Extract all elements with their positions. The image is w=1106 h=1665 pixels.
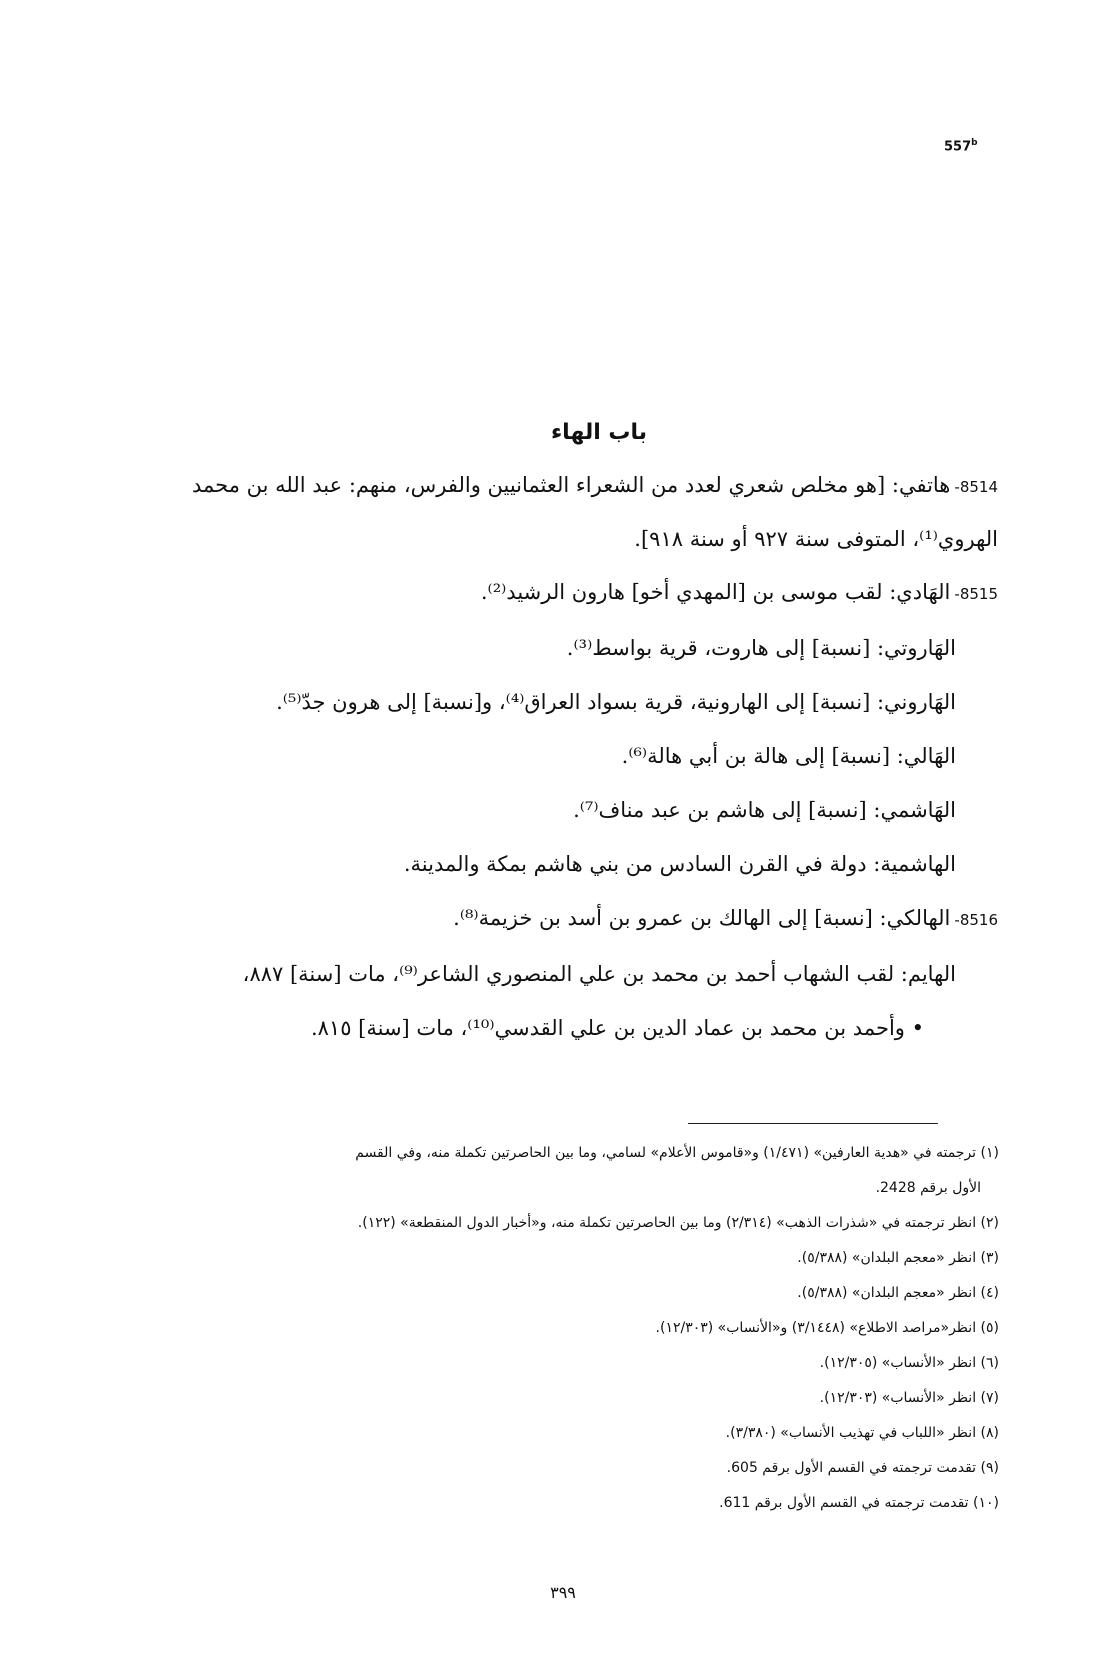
subentry: [110, 729, 998, 783]
footnotes: [115, 1136, 999, 1521]
subentry: [110, 783, 998, 837]
footnote: (٩) تقدمت ترجمته في القسم الأول برقم 605.: [726, 1460, 999, 1476]
footnote-divider: [688, 1123, 938, 1124]
entry-text: الهَاروتي: [نسبة] إلى هاروت، قرية بواسط⁽³⁾.: [566, 636, 956, 660]
entry-text: الهاشمية: دولة في القرن السادس من بني هاشم بمكة والمدينة.: [403, 852, 956, 876]
entry-text: الهَادي: لقب موسى بن [المهدي أخو] هارون الرشيد⁽²⁾.: [480, 580, 951, 604]
entry-number: 8515-: [954, 585, 998, 603]
entry-number: 8516-: [954, 911, 998, 929]
subentry: [110, 675, 998, 729]
entry-8514: [110, 459, 998, 565]
main-text: [110, 420, 998, 1055]
entry-text: الهايم: لقب الشهاب أحمد بن محمد بن علي المنصوري الشاعر⁽⁹⁾، مات [سنة] ٨٨٧،: [242, 962, 956, 986]
page-reference: [944, 138, 978, 154]
footnote: (٥) انظر«مراصد الاطلاع» (٣/١٤٤٨) و«الأنساب» (١٢/٣٠٣).: [655, 1320, 999, 1336]
footnote: (٤) انظر «معجم البلدان» (٥/٣٨٨).: [797, 1285, 999, 1301]
entry-text: الهَاشمي: [نسبة] إلى هاشم بن عبد مناف⁽⁷⁾.: [573, 798, 956, 822]
subentry-continuation: [110, 1001, 998, 1055]
entry-text: الهَاروني: [نسبة] إلى الهارونية، قرية بسواد العراق⁽⁴⁾، و[نسبة] إلى هرون جدّ⁽⁵⁾.: [276, 690, 956, 714]
page-reference-suffix: b: [971, 138, 978, 148]
subentry: [110, 621, 998, 675]
footnote: (٣) انظر «معجم البلدان» (٥/٣٨٨).: [797, 1250, 999, 1266]
entry-8516: [110, 891, 998, 947]
footnote: (٦) انظر «الأنساب» (١٢/٣٠٥).: [819, 1355, 999, 1371]
subentry: [110, 947, 998, 1001]
footnote: (١٠) تقدمت ترجمته في القسم الأول برقم 611.: [719, 1495, 999, 1511]
page-reference-number: 557: [944, 139, 972, 155]
footnote: (١) ترجمته في «هدية العارفين» (١/٤٧١) و«قاموس الأعلام» لسامي، وما بين الحاصرتين تكملة منه، وفي القسم: [355, 1145, 999, 1161]
entry-8515: [110, 565, 998, 621]
entry-text: الهَالي: [نسبة] إلى هالة بن أبي هالة⁽⁶⁾.: [621, 744, 956, 768]
footnote: (٢) انظر ترجمته في «شذرات الذهب» (٢/٣١٤) وما بين الحاصرتين تكملة منه، و«أخبار الدول المنقطعة» (١٢٢).: [357, 1215, 999, 1231]
chapter-heading: باب الهاء: [550, 420, 648, 445]
subentry: [110, 837, 998, 891]
entry-text: هاتفي: [هو مخلص شعري لعدد من الشعراء العثمانيين والفرس، منهم: عبد الله بن محمد الهروي⁽¹⁾، المتوفى سنة ٩٢٧ أو سنة ٩١٨].: [192, 473, 998, 551]
page-number: ٣٩٩: [550, 1583, 576, 1602]
footnote: (٨) انظر «اللباب في تهذيب الأنساب» (٣/٣٨٠).: [725, 1425, 999, 1441]
entry-text: الهالكي: [نسبة] إلى الهالك بن عمرو بن أسد بن خزيمة⁽⁸⁾.: [453, 906, 951, 930]
footnote-continuation: الأول برقم 2428.: [875, 1180, 981, 1196]
footnote: (٧) انظر «الأنساب» (١٢/٣٠٣).: [819, 1390, 999, 1406]
entry-text: • وأحمد بن محمد بن عماد الدين بن علي القدسي⁽¹⁰⁾، مات [سنة] ٨١٥.: [310, 1016, 924, 1040]
entry-number: 8514-: [954, 478, 998, 496]
